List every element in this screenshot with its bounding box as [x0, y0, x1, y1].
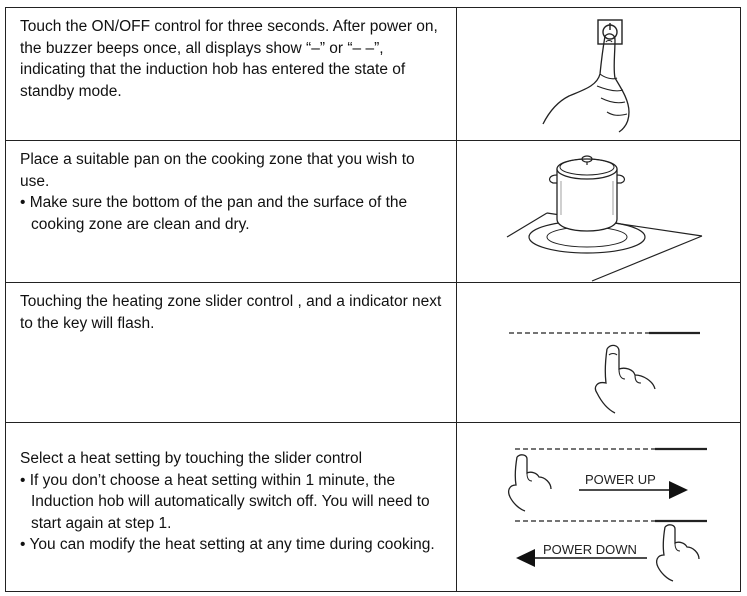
- step-row-3: [6, 283, 740, 423]
- step-4-bullet-1: • If you don’t choose a heat setting within 1 minute, the Induction hob will automatically switch off. You will need to start again at step 1.: [20, 471, 430, 532]
- step-1-text: Touch the ON/OFF control for three seconds. After power on, the buzzer beeps once, all displays show “–” or “– –”, indicating that the induction hob has entered the state of standby mode.: [20, 18, 438, 100]
- step-2-text-cell: [6, 141, 457, 282]
- finger-press-power-icon: [457, 8, 740, 141]
- step-1-illustration: [457, 8, 740, 140]
- step-2-illustration: [457, 141, 740, 282]
- power-down-label: POWER DOWN: [543, 542, 637, 557]
- step-4-text: Select a heat setting by touching the slider control: [20, 450, 363, 467]
- slider-power-up-down-icon: [457, 423, 740, 591]
- pot-on-hob-icon: [457, 141, 740, 283]
- step-4-bullet-2: • You can modify the heat setting at any time during cooking.: [20, 536, 435, 553]
- step-3-illustration: [457, 283, 740, 422]
- step-3-text-cell: [6, 283, 457, 422]
- step-row-4: [6, 423, 740, 591]
- step-1-text-cell: [6, 8, 457, 140]
- slider-touch-icon: [457, 283, 740, 423]
- step-4-illustration: [457, 423, 740, 591]
- step-row-1: [6, 8, 740, 141]
- step-4-text-cell: [6, 423, 457, 591]
- step-2-text: Place a suitable pan on the cooking zone that you wish to use.: [20, 151, 415, 190]
- instruction-table: [5, 7, 741, 592]
- power-up-label: POWER UP: [585, 472, 656, 487]
- step-3-text: Touching the heating zone slider control , and a indicator next to the key will flash.: [20, 293, 442, 332]
- step-2-bullet-1: • Make sure the bottom of the pan and the surface of the cooking zone are clean and dry.: [20, 194, 408, 233]
- step-row-2: [6, 141, 740, 283]
